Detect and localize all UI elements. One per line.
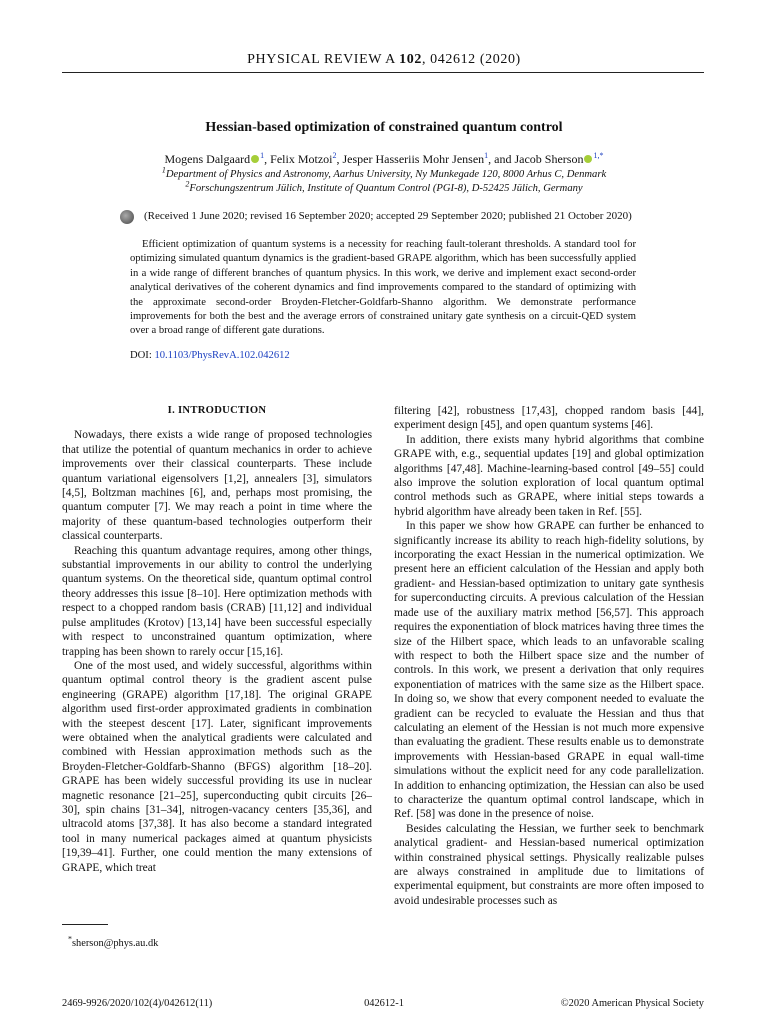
affiliation-line bbox=[62, 165, 706, 182]
body-paragraph: In addition, there exists many hybrid algorithms that combine GRAPE with, e.g., sequential updates [19] and global optimization algorithms [47,48]. Machine-learning-based control [49–55] could also improve the solution exploration of local quantum optimal control methods such as GRAPE, where initial steps towards a hybrid algorithm have already been taken in Ref. [55]. bbox=[394, 433, 704, 518]
journal-name: PHYSICAL REVIEW A bbox=[247, 52, 396, 67]
right-column bbox=[394, 404, 704, 908]
author-name: Jacob Sherson bbox=[514, 152, 584, 166]
author-separator: , bbox=[264, 152, 271, 166]
abstract: Efficient optimization of quantum systems is a necessity for reaching fault-tolerant thresholds. A standard tool for optimizing simulated quantum dynamics is the gradient-based GRAPE algorithm, which has been successfully applied in a wide range of different branches of quantum physics. In this work, we derive and implement exact second-order analytical derivatives of the coherent dynamics and find improvements compared to the standard of optimizing with the approximate second-order Broyden-Fletcher-Goldfarb-Shanno algorithm. We demonstrate performance improvements for both the best and the average errors of constrained unitary gate synthesis on a circuit-QED system over a broad range of different gate durations. bbox=[130, 239, 636, 337]
orcid-icon[interactable] bbox=[584, 155, 592, 163]
header-rule bbox=[62, 72, 704, 73]
body-paragraph: Nowadays, there exists a wide range of proposed technologies that utilize the potential of quantum mechanics in order to achieve improvements over their classical counterparts. These include quantum variational eigensolvers [1,2], annealers [3], simulators [4,5], Boltzman machines [6], and, perhaps most promising, the quantum computer [7]. We may reach a point in time where the majority of these quantum-based technologies outperform their classical counterparts. bbox=[62, 429, 372, 543]
journal-volume: 102 bbox=[399, 52, 422, 67]
left-column bbox=[62, 404, 372, 875]
paper-title: Hessian-based optimization of constrained quantum control bbox=[205, 120, 563, 135]
received-dates: (Received 1 June 2020; revised 16 September 2020; accepted 29 September 2020; published 21 October 2020) bbox=[144, 210, 632, 222]
body-paragraph: filtering [42], robustness [17,43], chopped random basis [44], experiment design [45], and open quantum systems [46]. bbox=[394, 405, 704, 432]
footnote bbox=[68, 934, 159, 949]
doi-label: DOI: bbox=[130, 350, 152, 361]
orcid-icon[interactable] bbox=[251, 155, 259, 163]
footer-copyright: ©2020 American Physical Society bbox=[560, 998, 704, 1009]
author-separator: , bbox=[336, 152, 343, 166]
body-paragraph: Reaching this quantum advantage requires, among other things, substantial improvements in our ability to control the underlying quantum systems. On the theoretical side, quantum optimal control theory addresses this issue [8–10]. Here optimization methods with respect to a chopped random basis (CRAB) [11,12] and individual pulse amplitudes (Krotov) [13,14] have been successful especially with respect to unconstrained quantum optimization, where trapping has been shown to rarely occur [15,16]. bbox=[62, 544, 372, 658]
body-paragraph: In this paper we show how GRAPE can further be enhanced to significantly increase its ability to reach high-fidelity solutions, by incorporating the exact Hessian in the numerical optimization. We present here an efficient calculation of the Hessian and apply both gradient- and Hessian-based optimization to unitary gate synthesis for superconducting circuits. A previous calculation of the Hessian made use of the auxiliary matrix method [56,57]. This approach requires the exponentiation of block matrices having three times the size of the Hilbert space, which leads to an unfavorable scaling with respect to both the Hilbert space size and the number of controls. In this work, we present a derivation that only requires exponentiation of matrices with the same size as the Hilbert space. In doing so, we show that every component needed to evaluate the gradient can be recycled to evaluate the Hessian and thus that calculating an element of the Hessian is not much more expensive than evaluating the gradient. These results enable us to demonstrate improvements with Hessian-based GRAPE in equal wall-time simulations without the explicit need for any code parallelization. In addition to enhancing optimization, the Hessian can also be used to characterize the quantum optimal control landscape, which in Ref. [58] was done in the presence of noise. bbox=[394, 520, 704, 821]
crossmark-icon[interactable] bbox=[120, 210, 134, 224]
affiliation-mark: 1,* bbox=[593, 151, 604, 160]
author-list bbox=[62, 152, 706, 166]
affiliation-number: 1 bbox=[161, 165, 166, 175]
affiliation-line bbox=[62, 179, 706, 196]
article-number-year: , 042612 (2020) bbox=[421, 52, 521, 67]
running-head bbox=[62, 52, 706, 68]
doi-line bbox=[130, 350, 290, 361]
affiliation-mark: 2 bbox=[332, 151, 337, 160]
doi-link[interactable]: 10.1103/PhysRevA.102.042612 bbox=[154, 350, 290, 361]
affiliation-text: Department of Physics and Astronomy, Aarhus University, Ny Munkegade 120, 8000 Arhus C, Denmark bbox=[165, 169, 607, 180]
author-separator: , and bbox=[488, 152, 515, 166]
affiliation-text: Forschungszentrum Jülich, Institute of Quantum Control (PGI-8), D-52425 Jülich, Germany bbox=[189, 183, 583, 194]
author-name: Jesper Hasseriis Mohr Jensen bbox=[342, 152, 485, 166]
affiliations bbox=[62, 165, 706, 196]
author-name: Mogens Dalgaard bbox=[164, 152, 251, 166]
footnote-rule bbox=[62, 924, 108, 925]
footer-page-number: 042612-1 bbox=[364, 998, 404, 1009]
body-paragraph: One of the most used, and widely successful, algorithms within quantum optimal control theory is the gradient ascent pulse engineering (GRAPE) algorithm [17,18]. The original GRAPE algorithm used first-order approximated gradients in combination with the steepest descent [17]. Later, significant improvements were obtained when the analytical gradients were calculated and combined with Hessian approximation methods such as the Broyden-Fletcher-Goldfarb-Shanno (BFGS) algorithm [18–20]. GRAPE has been widely successful providing its use in nuclear magnetic resonance [21–25], superconducting qubit circuits [26–30], spin chains [31–34], nitrogen-vacancy centers [35,36], and ultracold atoms [37,38]. It has also become a standard integrated tool in many numerical packages aimed at quantum physicists [19,39–41]. Further, one could mention the many extensions of GRAPE, which treat bbox=[62, 659, 372, 874]
body-paragraph: Besides calculating the Hessian, we further seek to benchmark analytical gradient- and Hessian-based numerical optimization within constrained physical settings. Physically realizable pulses are always constrained in amplitude due to limitations of experimental equipment, but constraints are more often imposed to avoid undesirable processes such as bbox=[394, 822, 704, 907]
corresponding-email[interactable]: sherson@phys.au.dk bbox=[72, 938, 159, 949]
footer-issn: 2469-9926/2020/102(4)/042612(11) bbox=[62, 998, 213, 1009]
footnote-mark: * bbox=[68, 934, 72, 944]
author-name: Felix Motzoi bbox=[270, 152, 333, 166]
section-heading: I. INTRODUCTION bbox=[167, 405, 267, 416]
affiliation-mark: 1 bbox=[260, 151, 265, 160]
affiliation-number: 2 bbox=[185, 179, 190, 189]
affiliation-mark: 1 bbox=[484, 151, 489, 160]
